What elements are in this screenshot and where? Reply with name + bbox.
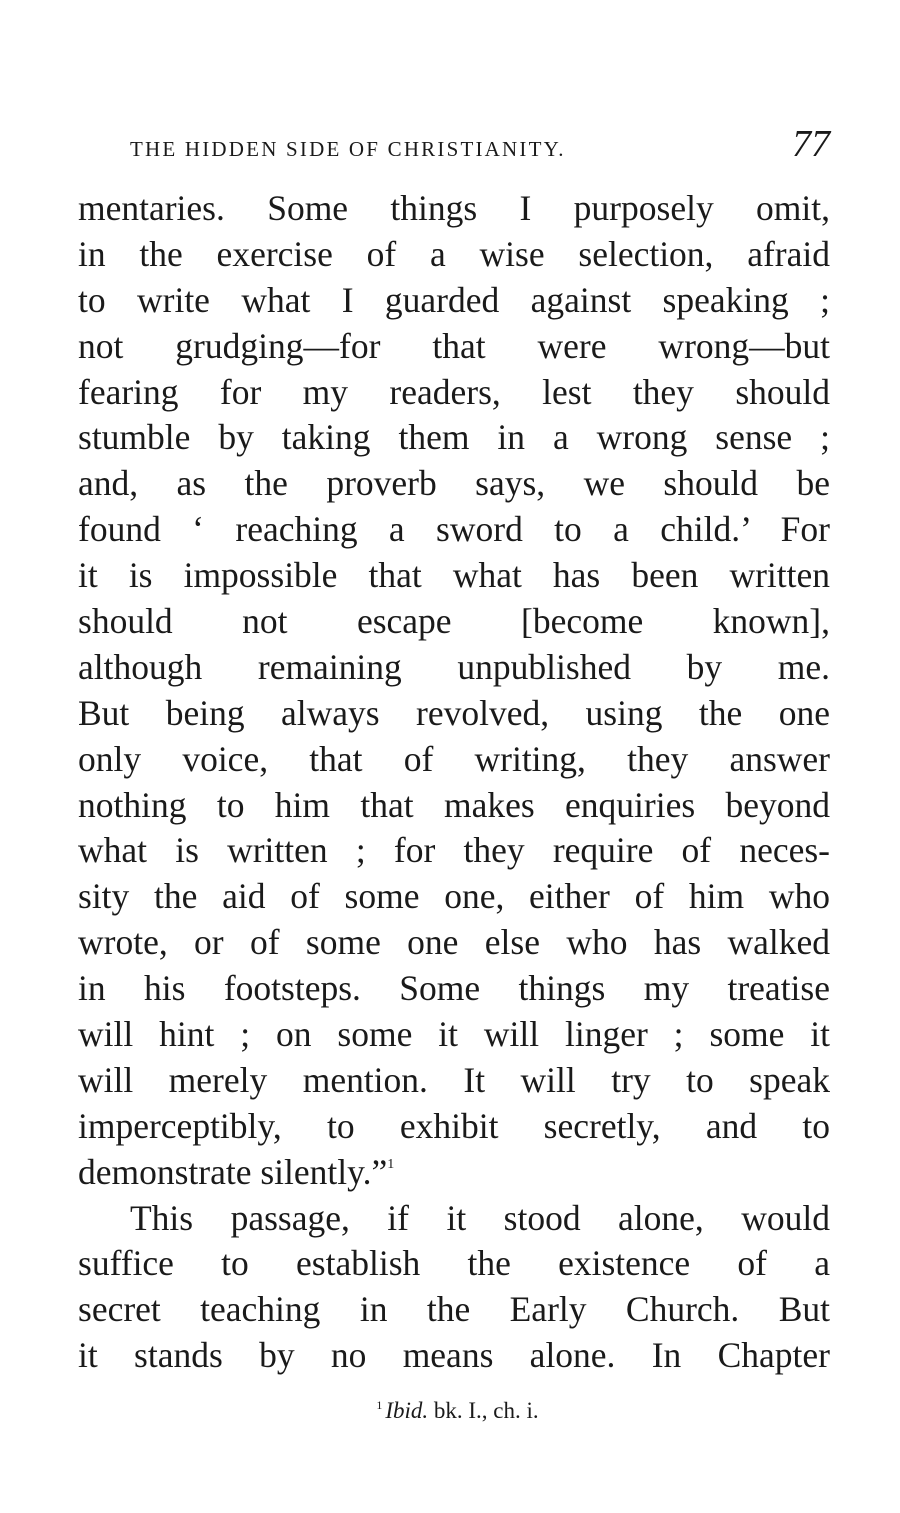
footnote-reference-text: bk. I., ch. i.	[433, 1398, 539, 1423]
running-head: THE HIDDEN SIDE OF CHRISTIANITY.	[130, 137, 566, 161]
footnote-number: 1	[376, 1398, 383, 1412]
text-line: will merely mention. It will try to speak	[78, 1059, 830, 1100]
body-text	[78, 186, 830, 1379]
footnote-reference: 1	[387, 1156, 395, 1172]
text-line: nothing to him that makes enquiries beyond	[78, 784, 830, 825]
text-line: and, as the proverb says, we should be	[78, 463, 830, 504]
text-line: in the exercise of a wise selection, afraid	[78, 233, 830, 274]
footnote-ibid: Ibid.	[385, 1398, 429, 1423]
text-line: it is impossible that what has been written	[78, 555, 830, 596]
page-number: 77	[792, 123, 830, 165]
text-line: to write what I guarded against speaking ;	[78, 279, 830, 320]
page-header	[78, 118, 830, 164]
text-line: suffice to establish the existence of a	[78, 1243, 830, 1284]
text-line: not grudging—for that were wrong—but	[78, 325, 830, 366]
text-line: found ‘ reaching a sword to a child.’ For	[78, 509, 830, 550]
text-line: sity the aid of some one, either of him who	[78, 876, 830, 917]
text-line: it stands by no means alone. In Chapter	[78, 1335, 830, 1376]
text-line: although remaining unpublished by me.	[78, 646, 830, 687]
footnote	[0, 1398, 900, 1424]
text-line: But being always revolved, using the one	[78, 692, 830, 733]
text-line: This passage, if it stood alone, would	[130, 1197, 830, 1238]
text-line: what is written ; for they require of neces-	[78, 830, 830, 871]
text-line: imperceptibly, to exhibit secretly, and to	[78, 1105, 830, 1146]
text-line: wrote, or of some one else who has walked	[78, 922, 830, 963]
text-line: will hint ; on some it will linger ; some it	[78, 1014, 830, 1055]
closing-line-text: demonstrate silently.”	[78, 1151, 388, 1192]
text-line: secret teaching in the Early Church. But	[78, 1289, 830, 1330]
text-line: should not escape [become known],	[78, 601, 830, 642]
text-line: fearing for my readers, lest they should	[78, 371, 830, 412]
text-line: mentaries. Some things I purposely omit,	[78, 188, 830, 228]
closing-line	[78, 1150, 830, 1196]
text-line: stumble by taking them in a wrong sense ;	[78, 417, 830, 458]
text-line: in his footsteps. Some things my treatise	[78, 968, 830, 1009]
text-line: only voice, that of writing, they answer	[78, 738, 830, 779]
